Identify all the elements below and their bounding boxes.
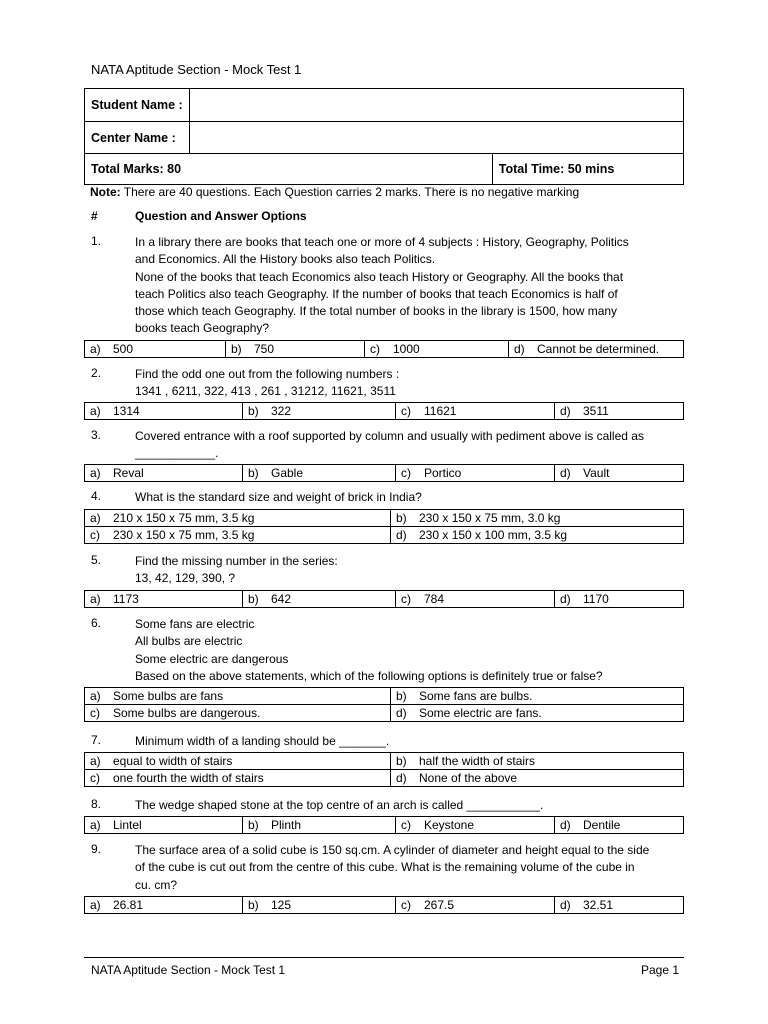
option-text: Some bulbs are dangerous.	[113, 706, 261, 720]
option-text: 1170	[583, 592, 609, 606]
option-letter: d)	[560, 404, 571, 418]
note-label: Note:	[90, 185, 121, 199]
option-text: 125	[271, 898, 292, 912]
option-letter: c)	[401, 466, 411, 480]
option-b[interactable]	[243, 817, 396, 834]
question-line: of the cube is cut out from the centre of this cube. What is the remaining volume of the cube in	[135, 860, 635, 875]
option-text: Cannot be determined.	[537, 342, 660, 356]
option-a[interactable]	[85, 688, 391, 705]
option-text: 26.81	[113, 898, 144, 912]
question-line: ____________.	[135, 446, 219, 461]
option-text: 500	[113, 342, 134, 356]
option-letter: a)	[90, 404, 101, 418]
answer-options	[84, 896, 684, 914]
option-letter: a)	[90, 818, 101, 832]
answer-options	[84, 402, 684, 420]
option-d[interactable]	[391, 705, 684, 722]
option-b[interactable]	[226, 341, 365, 358]
question-text	[135, 428, 675, 463]
option-letter: d)	[560, 592, 571, 606]
option-letter: b)	[248, 404, 259, 418]
option-a[interactable]	[85, 753, 391, 770]
student-name-label: Student Name :	[85, 89, 190, 122]
option-text: 750	[254, 342, 275, 356]
option-letter: d)	[560, 466, 571, 480]
total-time: Total Time: 50 mins	[498, 162, 615, 176]
option-b[interactable]	[391, 510, 684, 527]
option-text: Dentile	[583, 818, 621, 832]
option-text: None of the above	[419, 771, 518, 785]
center-name-field[interactable]	[190, 122, 684, 154]
question-line: All bulbs are electric	[135, 634, 243, 649]
student-info-table	[84, 88, 684, 185]
option-d[interactable]	[555, 897, 684, 914]
answer-options	[84, 509, 684, 544]
option-b[interactable]	[391, 688, 684, 705]
option-letter: d)	[514, 342, 525, 356]
question-text	[135, 616, 675, 685]
question-line: books teach Geography?	[135, 321, 270, 336]
option-text: 230 x 150 x 75 mm, 3.5 kg	[113, 528, 255, 542]
option-letter: c)	[401, 592, 411, 606]
question-number: 7.	[91, 733, 102, 747]
option-text: 11621	[424, 404, 457, 418]
option-d[interactable]	[391, 770, 684, 787]
option-text: 32.51	[583, 898, 614, 912]
option-a[interactable]	[85, 817, 243, 834]
question-number: 1.	[91, 234, 102, 248]
footer-title: NATA Aptitude Section - Mock Test 1	[91, 963, 286, 977]
option-text: Portico	[424, 466, 462, 480]
question-number: 5.	[91, 553, 102, 567]
option-a[interactable]	[85, 403, 243, 420]
question-number: 6.	[91, 616, 102, 630]
option-d[interactable]	[555, 817, 684, 834]
question-text	[135, 553, 675, 588]
option-letter: c)	[370, 342, 380, 356]
option-letter: d)	[560, 818, 571, 832]
answer-options	[84, 464, 684, 482]
option-letter: a)	[90, 592, 101, 606]
option-text: 1000	[393, 342, 420, 356]
option-text: 784	[424, 592, 445, 606]
option-letter: b)	[396, 689, 407, 703]
footer-divider	[84, 957, 684, 958]
option-text: half the width of stairs	[419, 754, 536, 768]
option-d[interactable]	[391, 527, 684, 544]
option-c[interactable]	[396, 817, 555, 834]
option-text: 1173	[113, 592, 139, 606]
option-letter: a)	[90, 754, 101, 768]
option-c[interactable]	[85, 770, 391, 787]
option-letter: b)	[231, 342, 242, 356]
question-line: What is the standard size and weight of brick in India?	[135, 490, 422, 504]
option-d[interactable]	[555, 465, 684, 482]
option-letter: a)	[90, 689, 101, 703]
question-line: None of the books that teach Economics also teach History or Geography. All the books that	[135, 269, 624, 284]
option-c[interactable]	[85, 527, 391, 544]
option-c[interactable]	[396, 403, 555, 420]
option-d[interactable]	[555, 403, 684, 420]
option-letter: b)	[248, 466, 259, 480]
option-letter: a)	[90, 898, 101, 912]
question-line: 13, 42, 129, 390, ?	[135, 571, 236, 586]
option-a[interactable]	[85, 341, 226, 358]
note	[90, 185, 579, 199]
option-a[interactable]	[85, 897, 243, 914]
question-text	[135, 797, 675, 814]
option-text: Plinth	[271, 818, 302, 832]
option-letter: c)	[401, 898, 411, 912]
question-line: cu. cm?	[135, 877, 178, 892]
page-title: NATA Aptitude Section - Mock Test 1	[91, 62, 302, 77]
option-c[interactable]	[365, 341, 509, 358]
question-number: 3.	[91, 428, 102, 442]
option-text: 642	[271, 592, 292, 606]
question-number: 2.	[91, 366, 102, 380]
option-text: 267.5	[424, 898, 455, 912]
option-text: Reval	[113, 466, 144, 480]
option-c[interactable]	[396, 465, 555, 482]
option-text: 230 x 150 x 75 mm, 3.0 kg	[419, 511, 561, 525]
option-text: 322	[271, 404, 292, 418]
option-text: one fourth the width of stairs	[113, 771, 264, 785]
question-line: 1341 , 6211, 322, 413 , 261 , 31212, 11621, 3511	[135, 384, 396, 399]
question-text	[135, 366, 675, 401]
question-line: The surface area of a solid cube is 150 sq.cm. A cylinder of diameter and height equal to the side	[135, 843, 650, 857]
question-line: Based on the above statements, which of the following options is definitely true or false?	[135, 668, 603, 683]
question-line: In a library there are books that teach one or more of 4 subjects : History, Geography, Politics	[135, 235, 629, 249]
option-letter: d)	[396, 771, 407, 785]
option-b[interactable]	[243, 897, 396, 914]
question-line: those which teach Geography. If the total number of books in the library is 1500, how many	[135, 304, 618, 319]
question-line: Find the missing number in the series:	[135, 554, 338, 568]
note-text: There are 40 questions. Each Question carries 2 marks. There is no negative marking	[120, 185, 580, 199]
answer-options	[84, 687, 684, 722]
option-letter: a)	[90, 466, 101, 480]
question-line: teach Politics also teach Geography. If the number of books that teach Economics is half of	[135, 286, 618, 301]
option-text: 210 x 150 x 75 mm, 3.5 kg	[113, 511, 255, 525]
question-number: 9.	[91, 842, 102, 856]
option-d[interactable]	[555, 591, 684, 608]
question-number: 4.	[91, 489, 102, 503]
answer-options	[84, 590, 684, 608]
option-text: Gable	[271, 466, 304, 480]
option-c[interactable]	[396, 591, 555, 608]
answer-options	[84, 816, 684, 834]
page-number: Page 1	[641, 963, 680, 977]
option-letter: b)	[248, 818, 259, 832]
option-letter: d)	[560, 898, 571, 912]
option-text: equal to width of stairs	[113, 754, 233, 768]
option-d[interactable]	[509, 341, 684, 358]
question-line: Minimum width of a landing should be _______.	[135, 734, 390, 748]
question-line: Some fans are electric	[135, 617, 255, 631]
answer-options	[84, 340, 684, 358]
option-letter: c)	[90, 528, 100, 542]
option-text: Some fans are bulbs.	[419, 689, 533, 703]
option-b[interactable]	[391, 753, 684, 770]
header-text: Question and Answer Options	[135, 209, 307, 223]
option-text: 1314	[113, 404, 140, 418]
option-a[interactable]	[85, 510, 391, 527]
option-text: Lintel	[113, 818, 142, 832]
question-line: Find the odd one out from the following numbers :	[135, 367, 400, 381]
option-text: Vault	[583, 466, 610, 480]
option-letter: c)	[401, 818, 411, 832]
question-line: The wedge shaped stone at the top centre of an arch is called ___________.	[135, 798, 544, 812]
option-text: 3511	[583, 404, 609, 418]
option-letter: b)	[396, 511, 407, 525]
option-b[interactable]	[243, 403, 396, 420]
option-letter: c)	[90, 771, 100, 785]
question-text	[135, 234, 675, 338]
option-letter: b)	[396, 754, 407, 768]
question-text	[135, 733, 675, 750]
answer-options	[84, 752, 684, 787]
option-b[interactable]	[243, 465, 396, 482]
question-text	[135, 842, 675, 894]
question-line: and Economics. All the History books also teach Politics.	[135, 252, 436, 267]
option-c[interactable]	[396, 897, 555, 914]
student-name-field[interactable]	[190, 89, 684, 122]
option-text: Some electric are fans.	[419, 706, 542, 720]
option-letter: a)	[90, 342, 101, 356]
option-letter: d)	[396, 706, 407, 720]
total-marks: Total Marks: 80	[91, 162, 182, 176]
option-text: 230 x 150 x 100 mm, 3.5 kg	[419, 528, 568, 542]
question-number: 8.	[91, 797, 102, 811]
center-name-label: Center Name :	[85, 122, 190, 154]
option-b[interactable]	[243, 591, 396, 608]
option-letter: c)	[401, 404, 411, 418]
option-letter: b)	[248, 592, 259, 606]
option-text: Keystone	[424, 818, 475, 832]
option-a[interactable]	[85, 465, 243, 482]
option-text: Some bulbs are fans	[113, 689, 224, 703]
option-a[interactable]	[85, 591, 243, 608]
option-letter: a)	[90, 511, 101, 525]
option-letter: b)	[248, 898, 259, 912]
option-letter: d)	[396, 528, 407, 542]
question-line: Some electric are dangerous	[135, 651, 289, 666]
question-text	[135, 489, 675, 506]
question-line: Covered entrance with a roof supported by column and usually with pediment above is called as	[135, 429, 644, 443]
option-c[interactable]	[85, 705, 391, 722]
header-num: #	[91, 209, 98, 223]
option-letter: c)	[90, 706, 100, 720]
